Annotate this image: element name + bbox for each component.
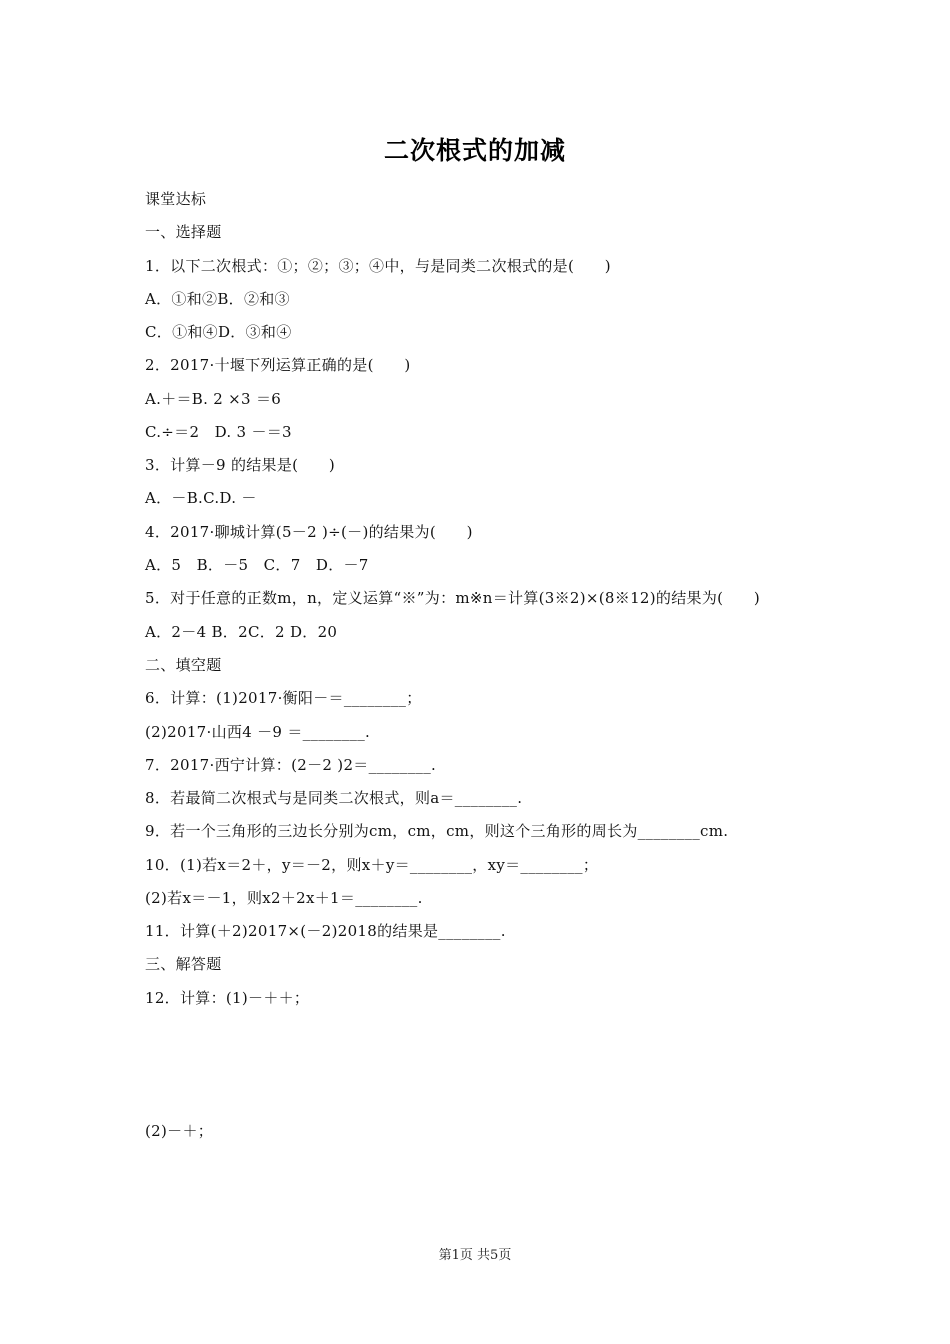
question-6-part-2: (2)2017·山西4 －9 ＝________. — [145, 723, 371, 741]
question-12-part-2: (2)－＋； — [145, 1122, 214, 1140]
question-10-part-2: (2)若x＝－1，则x2＋2x＋1＝________. — [145, 889, 423, 907]
question-1: 1．以下二次根式：①；②；③；④中，与是同类二次根式的是( ) — [145, 257, 611, 275]
question-12: 12．计算：(1)－＋＋； — [145, 989, 310, 1007]
question-10: 10．(1)若x＝2＋，y＝－2，则x＋y＝________，xy＝________； — [145, 856, 599, 874]
section-heading-choice: 一、选择题 — [145, 223, 222, 241]
question-2-options-ab: A.＋＝B. 2 ×3 ＝6 — [145, 390, 282, 408]
question-4-options: A．5 B．－5 C．7 D．－7 — [145, 556, 369, 574]
question-3: 3．计算－9 的结果是( ) — [145, 456, 336, 474]
question-11: 11．计算(＋2)2017×(－2)2018的结果是________. — [145, 922, 506, 940]
document-title: 二次根式的加减 — [383, 136, 566, 165]
question-9: 9．若一个三角形的三边长分别为cm，cm，cm，则这个三角形的周长为________cm. — [145, 822, 729, 840]
section-heading-fill: 二、填空题 — [145, 656, 222, 674]
question-4: 4．2017·聊城计算(5－2 )÷(－)的结果为( ) — [145, 523, 473, 541]
question-2: 2．2017·十堰下列运算正确的是( ) — [145, 356, 411, 374]
question-2-options-cd: C.÷＝2 D. 3 －＝3 — [145, 423, 292, 441]
question-5-options: A．2－4 B．2C．2 D．20 — [145, 623, 338, 641]
question-1-options-cd: C．①和④D．③和④ — [145, 323, 292, 341]
question-3-options: A．－B.C.D. － — [145, 489, 257, 507]
question-8: 8．若最简二次根式与是同类二次根式，则a＝________. — [145, 789, 523, 807]
page-footer: 第1页 共5页 — [438, 1248, 512, 1263]
question-6: 6．计算：(1)2017·衡阳－＝________； — [145, 689, 422, 707]
question-1-options-ab: A．①和②B．②和③ — [145, 290, 290, 308]
section-label-class-practice: 课堂达标 — [145, 190, 207, 208]
section-heading-answer: 三、解答题 — [145, 955, 222, 973]
question-7: 7．2017·西宁计算：(2－2 )2＝________. — [145, 756, 437, 774]
question-5: 5．对于任意的正数m，n，定义运算“※”为：m※n＝计算(3※2)×(8※12)的结果为( ) — [145, 589, 761, 607]
